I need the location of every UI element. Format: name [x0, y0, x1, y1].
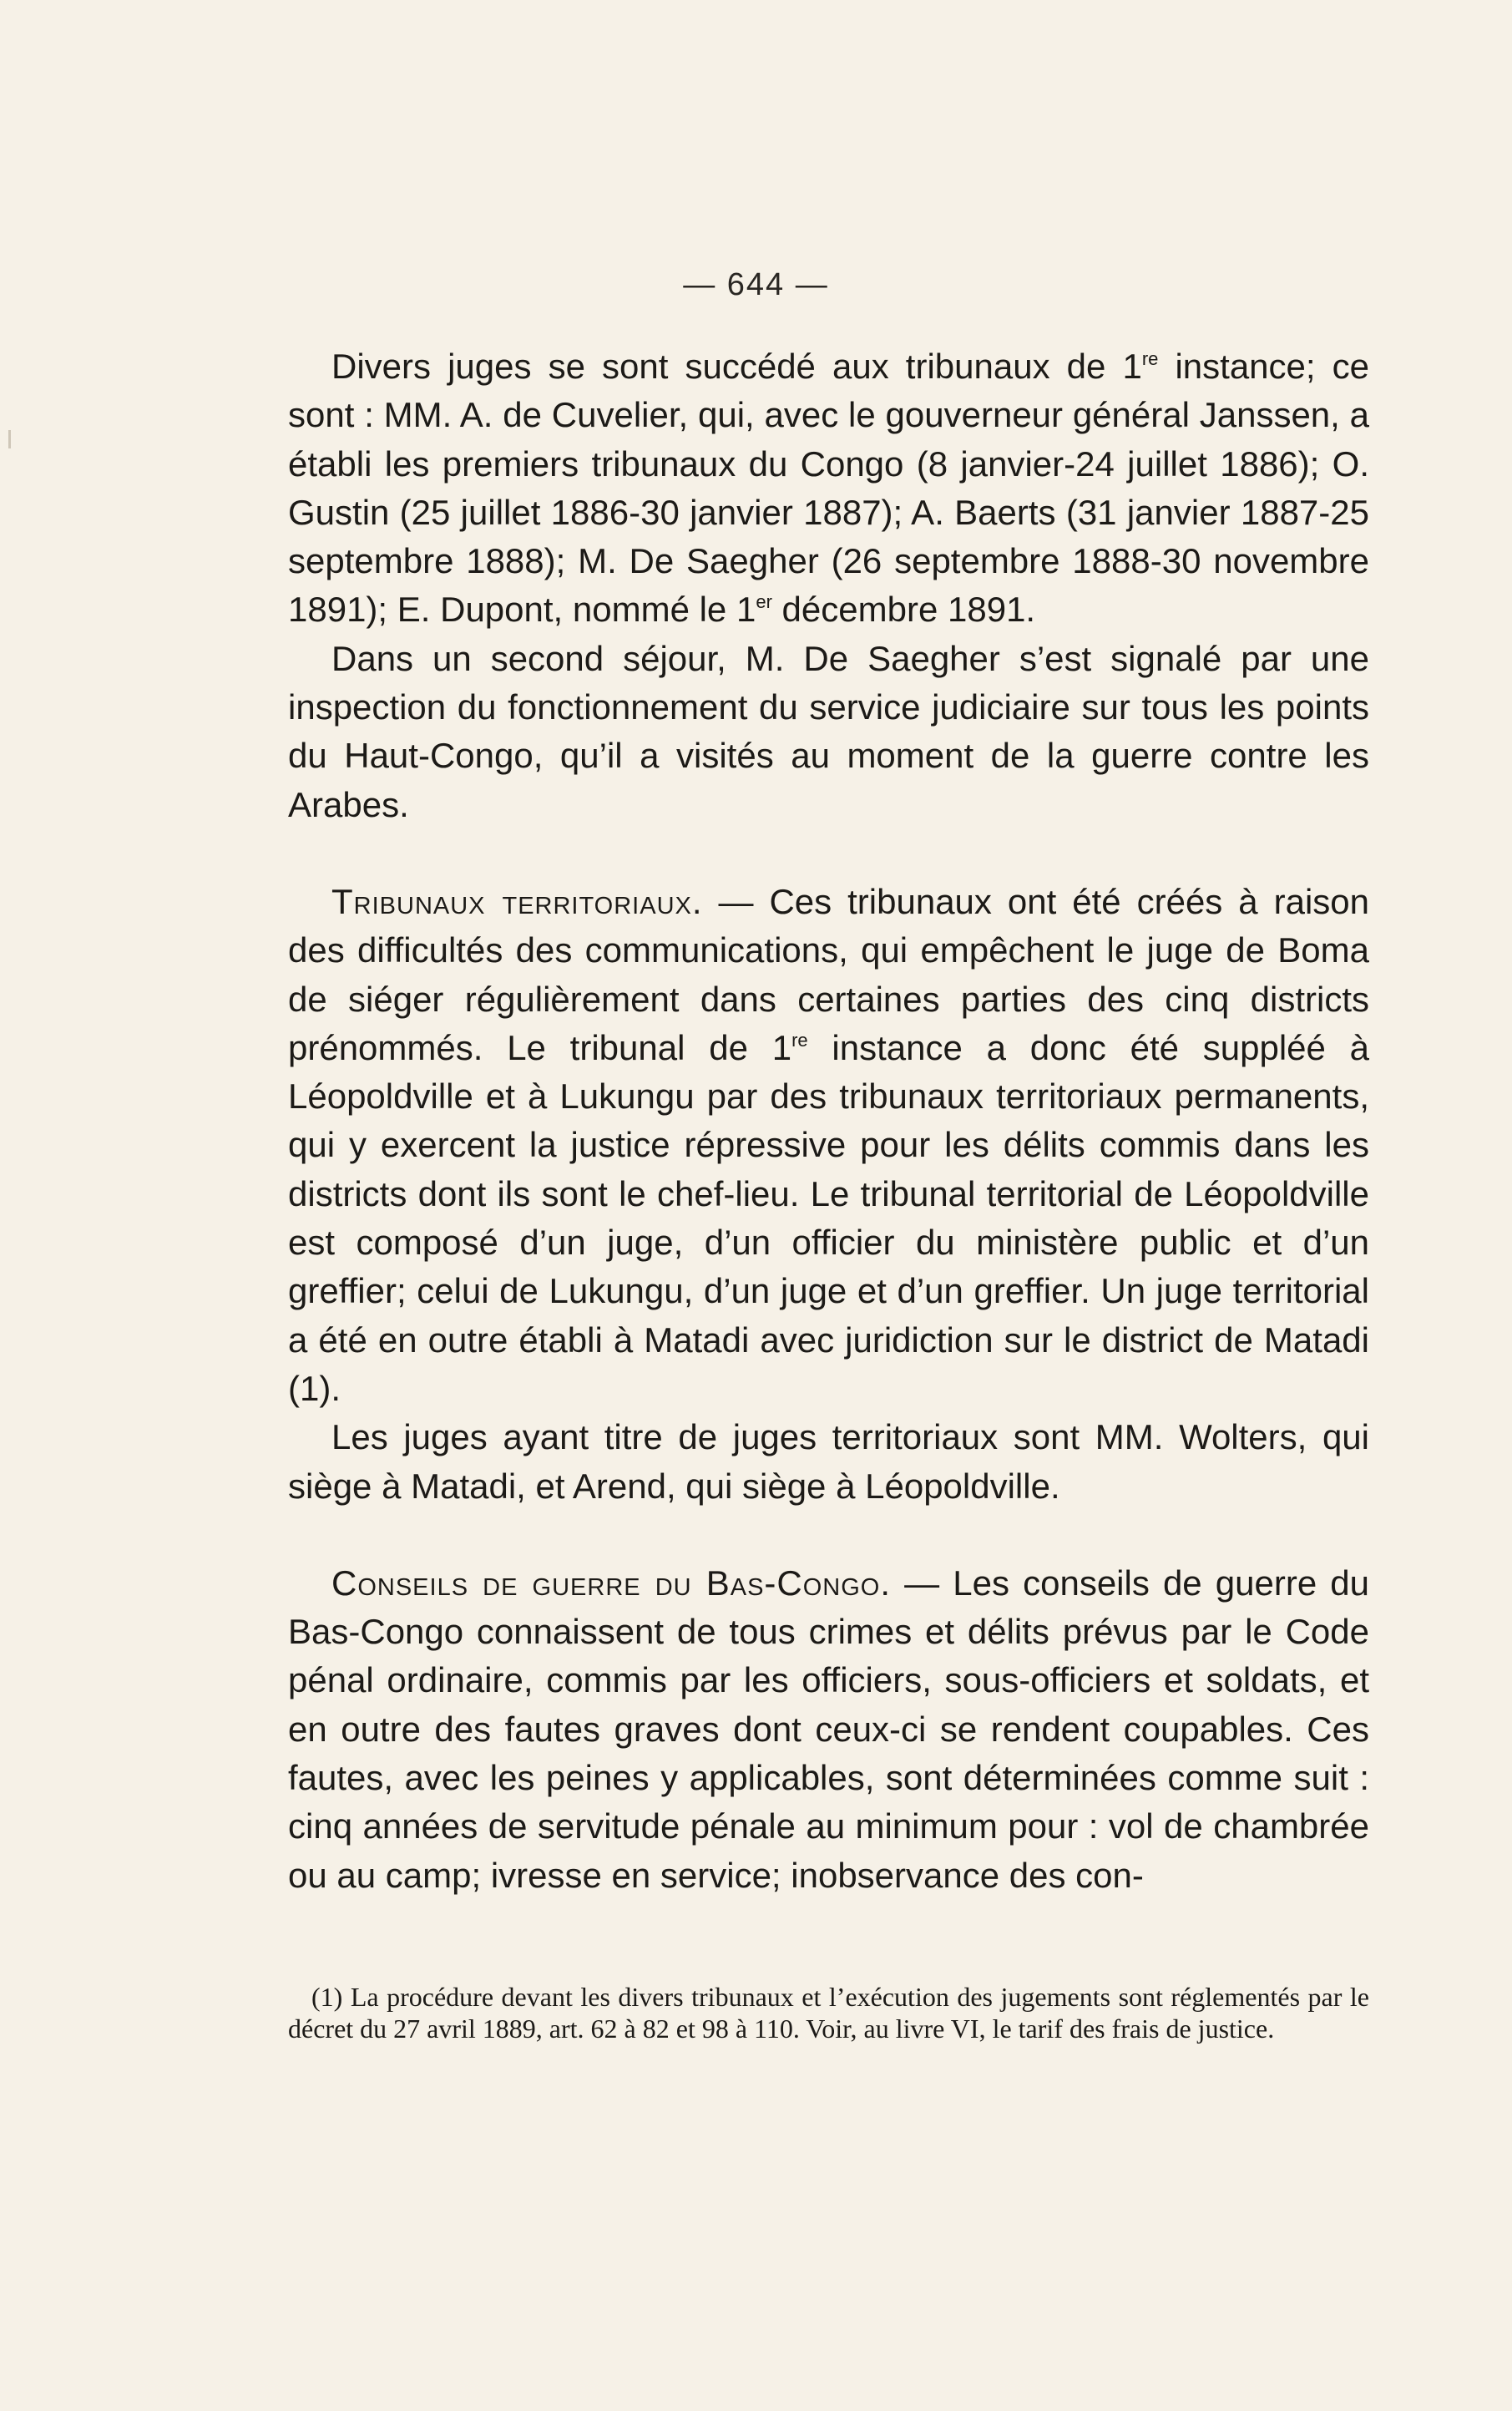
paragraph-territorial-judges: Les juges ayant titre de juges territoriaux sont MM. Wolters, qui siège à Matadi, et Arend, qui siège à Léopoldville. [288, 1417, 1369, 1506]
section-heading-war-councils: Conseils de guerre du Bas-Congo. [331, 1563, 892, 1603]
footnote [288, 1981, 1369, 2044]
body-text [288, 342, 1369, 1900]
paragraph-war-councils: Conseils de guerre du Bas-Congo. — Les conseils de guerre du Bas-Congo connaissent de tous crimes et délits prévus par le Code pénal ordinaire, commis par les officiers, sous-officiers et soldats, et en outre des fautes graves dont ceux-ci se rendent coupables. Ces fautes, avec les peines y applicables, sont déterminées comme suit : cinq années de servitude pénale au minimum pour : vol de chambrée ou au camp; ivresse en service; inobservance des con- [288, 1563, 1370, 1895]
paragraph-judges: Divers juges se sont succédé aux tribunaux de 1re instance; ce sont : MM. A. de Cuvelier, qui, avec le gouverneur général Janssen, a établi les premiers tribunaux du Congo (8 janvier-24 juillet 1886); O. Gustin (25 juillet 1886-30 janvier 1887); A. Baerts (31 janvier 1887-25 septembre 1888); M. De Saegher (26 septembre 1888-30 novembre 1891); E. Dupont, nommé le 1er décembre 1891. [288, 347, 1369, 630]
section-heading-territorial: Tribunaux territoriaux. [331, 881, 703, 921]
margin-mark [8, 430, 11, 448]
paragraph-territorial-courts: Tribunaux territoriaux. — Ces tribunaux ont été créés à raison des difficultés des communications, qui empêchent le juge de Boma de siéger régulièrement dans certaines parties des cinq districts prénommés. Le tribunal de 1re instance a donc été suppléé à Léopoldville et à Lukungu par des tribunaux territoriaux permanents, qui y exercent la justice répressive pour les délits commis dans les districts dont ils sont le chef-lieu. Le tribunal territorial de Léopoldville est composé d’un juge, d’un officier du ministère public et d’un greffier; celui de Lukungu, d’un juge et d’un greffier. Un juge territorial a été en outre établi à Matadi avec juridiction sur le district de Matadi (1). [288, 881, 1370, 1408]
footnote-text: (1) La procédure devant les divers tribunaux et l’exécution des jugements sont réglementés par le décret du 27 avril 1889, art. 62 à 82 et 98 à 110. Voir, au livre VI, le tarif des frais de justice. [288, 1982, 1369, 2044]
paragraph-second-stay: Dans un second séjour, M. De Saegher s’est signalé par une inspection du fonctionnement du service judiciaire sur tous les points du Haut-Congo, qu’il a visités au moment de la guerre contre les Arabes. [288, 638, 1369, 824]
page-number: — 644 — [683, 267, 829, 302]
